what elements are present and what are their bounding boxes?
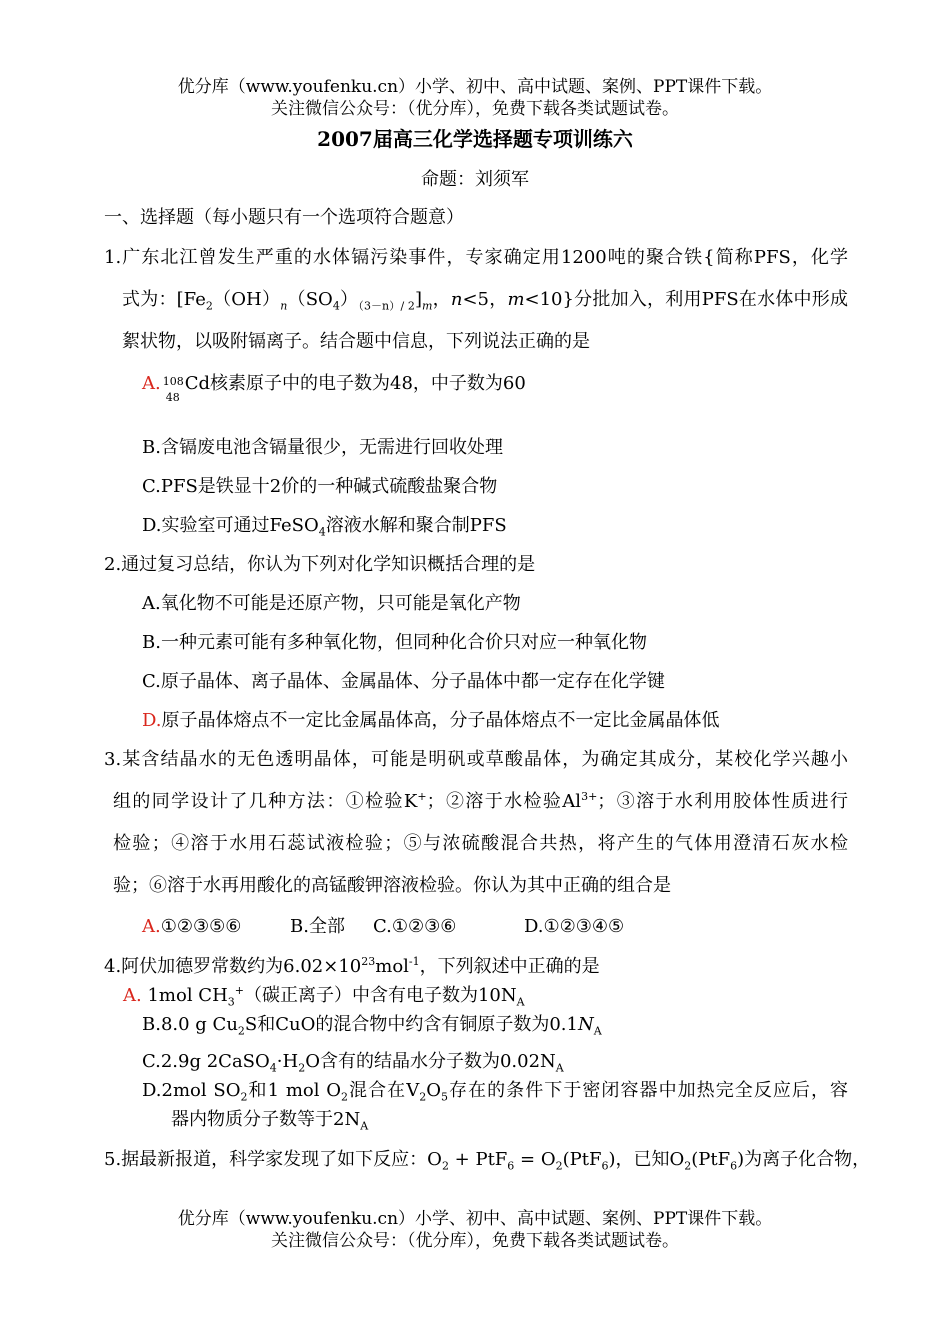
option-text: 溶液水解和聚合制PFS xyxy=(325,515,507,536)
subscript: 2 xyxy=(341,1090,349,1104)
option-text: 1mol CH xyxy=(141,985,228,1006)
footer-line-1: 优分库（www.youfenku.cn）小学、初中、高中试题、案例、PPT课件下载。 xyxy=(177,1209,773,1229)
q1-italic: m xyxy=(507,289,525,310)
q1-text: ） xyxy=(339,289,359,310)
option-text: Cd核素原子中的电子数为48，中子数为60 xyxy=(184,373,526,394)
subscript: 2 xyxy=(298,1061,306,1075)
italic-symbol: N xyxy=(577,1014,594,1035)
q1-italic: n xyxy=(450,289,463,310)
q1-sub-italic: n xyxy=(280,299,288,313)
mass-number: 108 xyxy=(162,375,184,388)
answer-mark: A. xyxy=(142,916,161,937)
q5-text: (PtF xyxy=(691,1149,731,1170)
subscript: 2 xyxy=(441,1159,449,1173)
option-text: O含有的结晶水分子数为0.02N xyxy=(305,1051,556,1072)
q1-text: （SO xyxy=(287,289,333,310)
subscript: 2 xyxy=(684,1159,692,1173)
q3-option-c: C.①②③⑥ xyxy=(373,916,457,937)
q3-stem-line-1: 3.某含结晶水的无色透明晶体，可能是明矾或草酸晶体，为确定其成分，某校化学兴趣小 xyxy=(104,749,848,770)
answer-mark: A. xyxy=(142,373,161,394)
title-text: 届高三化学选择题专项训练六 xyxy=(372,127,633,151)
q2-option-c: C.原子晶体、离子晶体、金属晶体、分子晶体中都一定存在化学键 xyxy=(142,671,665,692)
q3-text: ；③溶于水利用胶体性质进行 xyxy=(597,791,849,812)
title-year: 2007 xyxy=(317,127,373,151)
q3-text: 组的同学设计了几种方法：①检验K xyxy=(113,791,418,812)
superscript: -1 xyxy=(408,955,420,968)
subscript: 4 xyxy=(269,1061,277,1075)
option-text: （碳正离子）中含有电子数为10N xyxy=(243,985,517,1006)
subscript: 2 xyxy=(240,1090,248,1104)
subscript: A xyxy=(555,1061,564,1075)
header-line-1: 优分库（www.youfenku.cn）小学、初中、高中试题、案例、PPT课件下载。 xyxy=(177,77,773,97)
q4-text: mol xyxy=(375,956,409,977)
subscript: 6 xyxy=(601,1159,609,1173)
header-line-2: 关注微信公众号：（优分库），免费下载各类试题试卷。 xyxy=(271,99,679,119)
q1-text: <5， xyxy=(462,289,508,310)
q3-option-b: B.全部 xyxy=(290,916,345,937)
q3-stem-line-3: 检验；④溶于水用石蕊试液检验；⑤与浓硫酸混合共热，将产生的气体用澄清石灰水检 xyxy=(113,833,848,854)
author-line: 命题：刘须军 xyxy=(421,169,529,190)
subscript: A xyxy=(360,1119,369,1133)
subscript: 2 xyxy=(555,1159,563,1173)
option-text: 和1 mol O xyxy=(247,1080,342,1101)
q2-option-a: A.氧化物不可能是还原产物，只可能是氧化产物 xyxy=(142,593,521,614)
option-text: S和CuO的混合物中约含有铜原子数为0.1 xyxy=(244,1014,578,1035)
q1-option-a xyxy=(142,372,526,404)
option-text: ·H xyxy=(276,1051,299,1072)
q1-sub: 2 xyxy=(205,299,213,313)
q1-option-c: C.PFS是铁显十2价的一种碱式硫酸盐聚合物 xyxy=(142,476,498,497)
q2-option-d xyxy=(142,709,720,733)
q4-option-a xyxy=(123,984,525,1008)
q1-sub: 4 xyxy=(332,299,340,313)
answer-mark: A. xyxy=(123,985,142,1006)
q2-stem: 2.通过复习总结，你认为下列对化学知识概括合理的是 xyxy=(104,554,536,575)
q1-text: ] xyxy=(414,289,422,310)
q4-option-c xyxy=(142,1050,564,1074)
option-text: D.实验室可通过FeSO xyxy=(142,515,319,536)
q3-option-d: D.①②③④⑤ xyxy=(524,916,625,937)
option-text: ①②③⑤⑥ xyxy=(160,916,242,937)
option-text: D.2mol SO xyxy=(142,1080,241,1101)
nuclide-symbol xyxy=(161,372,185,404)
q1-text: 式为：[Fe xyxy=(122,289,206,310)
option-text: 原子晶体熔点不一定比金属晶体高，分子晶体熔点不一定比金属晶体低 xyxy=(161,710,720,731)
q3-stem-line-2 xyxy=(113,790,848,814)
answer-mark: D. xyxy=(142,710,162,731)
subscript: 6 xyxy=(507,1159,515,1173)
q1-stem-line-3: 絮状物，以吸附镉离子。结合题中信息，下列说法正确的是 xyxy=(122,331,590,352)
q4-stem xyxy=(104,955,600,979)
option-text: 混合在V xyxy=(348,1080,420,1101)
q5-text: 5.据最新报道，科学家发现了如下反应：O xyxy=(104,1149,442,1170)
page-title xyxy=(0,126,950,152)
option-text: C.2.9g 2CaSO xyxy=(142,1051,270,1072)
option-text: 器内物质分子数等于2N xyxy=(171,1109,361,1130)
q1-text: （OH） xyxy=(212,289,281,310)
q1-text: <10}分批加入，利用PFS在水体中形成 xyxy=(524,289,848,310)
subscript: 5 xyxy=(440,1090,448,1104)
q5-text: )，已知O xyxy=(608,1149,685,1170)
option-text: O xyxy=(426,1080,441,1101)
q3-option-a xyxy=(142,915,241,939)
q1-sub-italic: m xyxy=(421,299,433,313)
superscript: + xyxy=(234,984,244,997)
q5-stem xyxy=(104,1148,871,1173)
q4-option-d-line-1 xyxy=(142,1079,848,1103)
subscript: 6 xyxy=(730,1159,738,1173)
subscript: A xyxy=(516,995,525,1009)
q5-text: + PtF xyxy=(448,1149,508,1170)
option-text: 存在的条件下于密闭容器中加热完全反应后，容 xyxy=(447,1080,849,1101)
q5-text: (PtF xyxy=(562,1149,602,1170)
q5-text: = O xyxy=(514,1149,556,1170)
subscript: A xyxy=(593,1024,602,1038)
q1-option-d xyxy=(142,514,507,538)
q3-stem-line-4: 验；⑥溶于水再用酸化的高锰酸钾溶液检验。你认为其中正确的组合是 xyxy=(113,875,671,896)
q4-text: ，下列叙述中正确的是 xyxy=(419,956,600,977)
q5-text: )为离子化合物， xyxy=(737,1149,871,1170)
q1-stem-line-1: 1.广东北江曾发生严重的水体镉污染事件，专家确定用1200吨的聚合铁{简称PFS，化学 xyxy=(104,247,848,268)
q4-text: 4.阿伏加德罗常数约为6.02×10 xyxy=(104,956,362,977)
section-heading: 一、选择题（每小题只有一个选项符合题意） xyxy=(104,207,464,228)
superscript: 23 xyxy=(361,955,376,968)
footer-line-2: 关注微信公众号：（优分库），免费下载各类试题试卷。 xyxy=(271,1231,679,1251)
q1-stem-line-2 xyxy=(122,288,848,312)
q3-text: ；②溶于水检验Al xyxy=(426,791,582,812)
superscript: 3+ xyxy=(581,790,598,803)
q2-option-b: B.一种元素可能有多种氧化物，但同种化合价只对应一种氧化物 xyxy=(142,632,647,653)
superscript: + xyxy=(417,790,427,803)
subscript: 3 xyxy=(227,995,235,1009)
q1-text: ， xyxy=(432,289,451,310)
atomic-number: 48 xyxy=(165,391,180,404)
q4-option-b xyxy=(142,1013,602,1037)
option-text: B.8.0 g Cu xyxy=(142,1014,238,1035)
subscript: 2 xyxy=(237,1024,245,1038)
q1-sub: （3－n）/ 2 xyxy=(358,299,415,313)
q4-option-d-line-2 xyxy=(171,1108,368,1132)
subscript: 2 xyxy=(419,1090,427,1104)
q1-option-b: B.含镉废电池含镉量很少，无需进行回收处理 xyxy=(142,437,503,458)
subscript: 4 xyxy=(318,525,326,539)
